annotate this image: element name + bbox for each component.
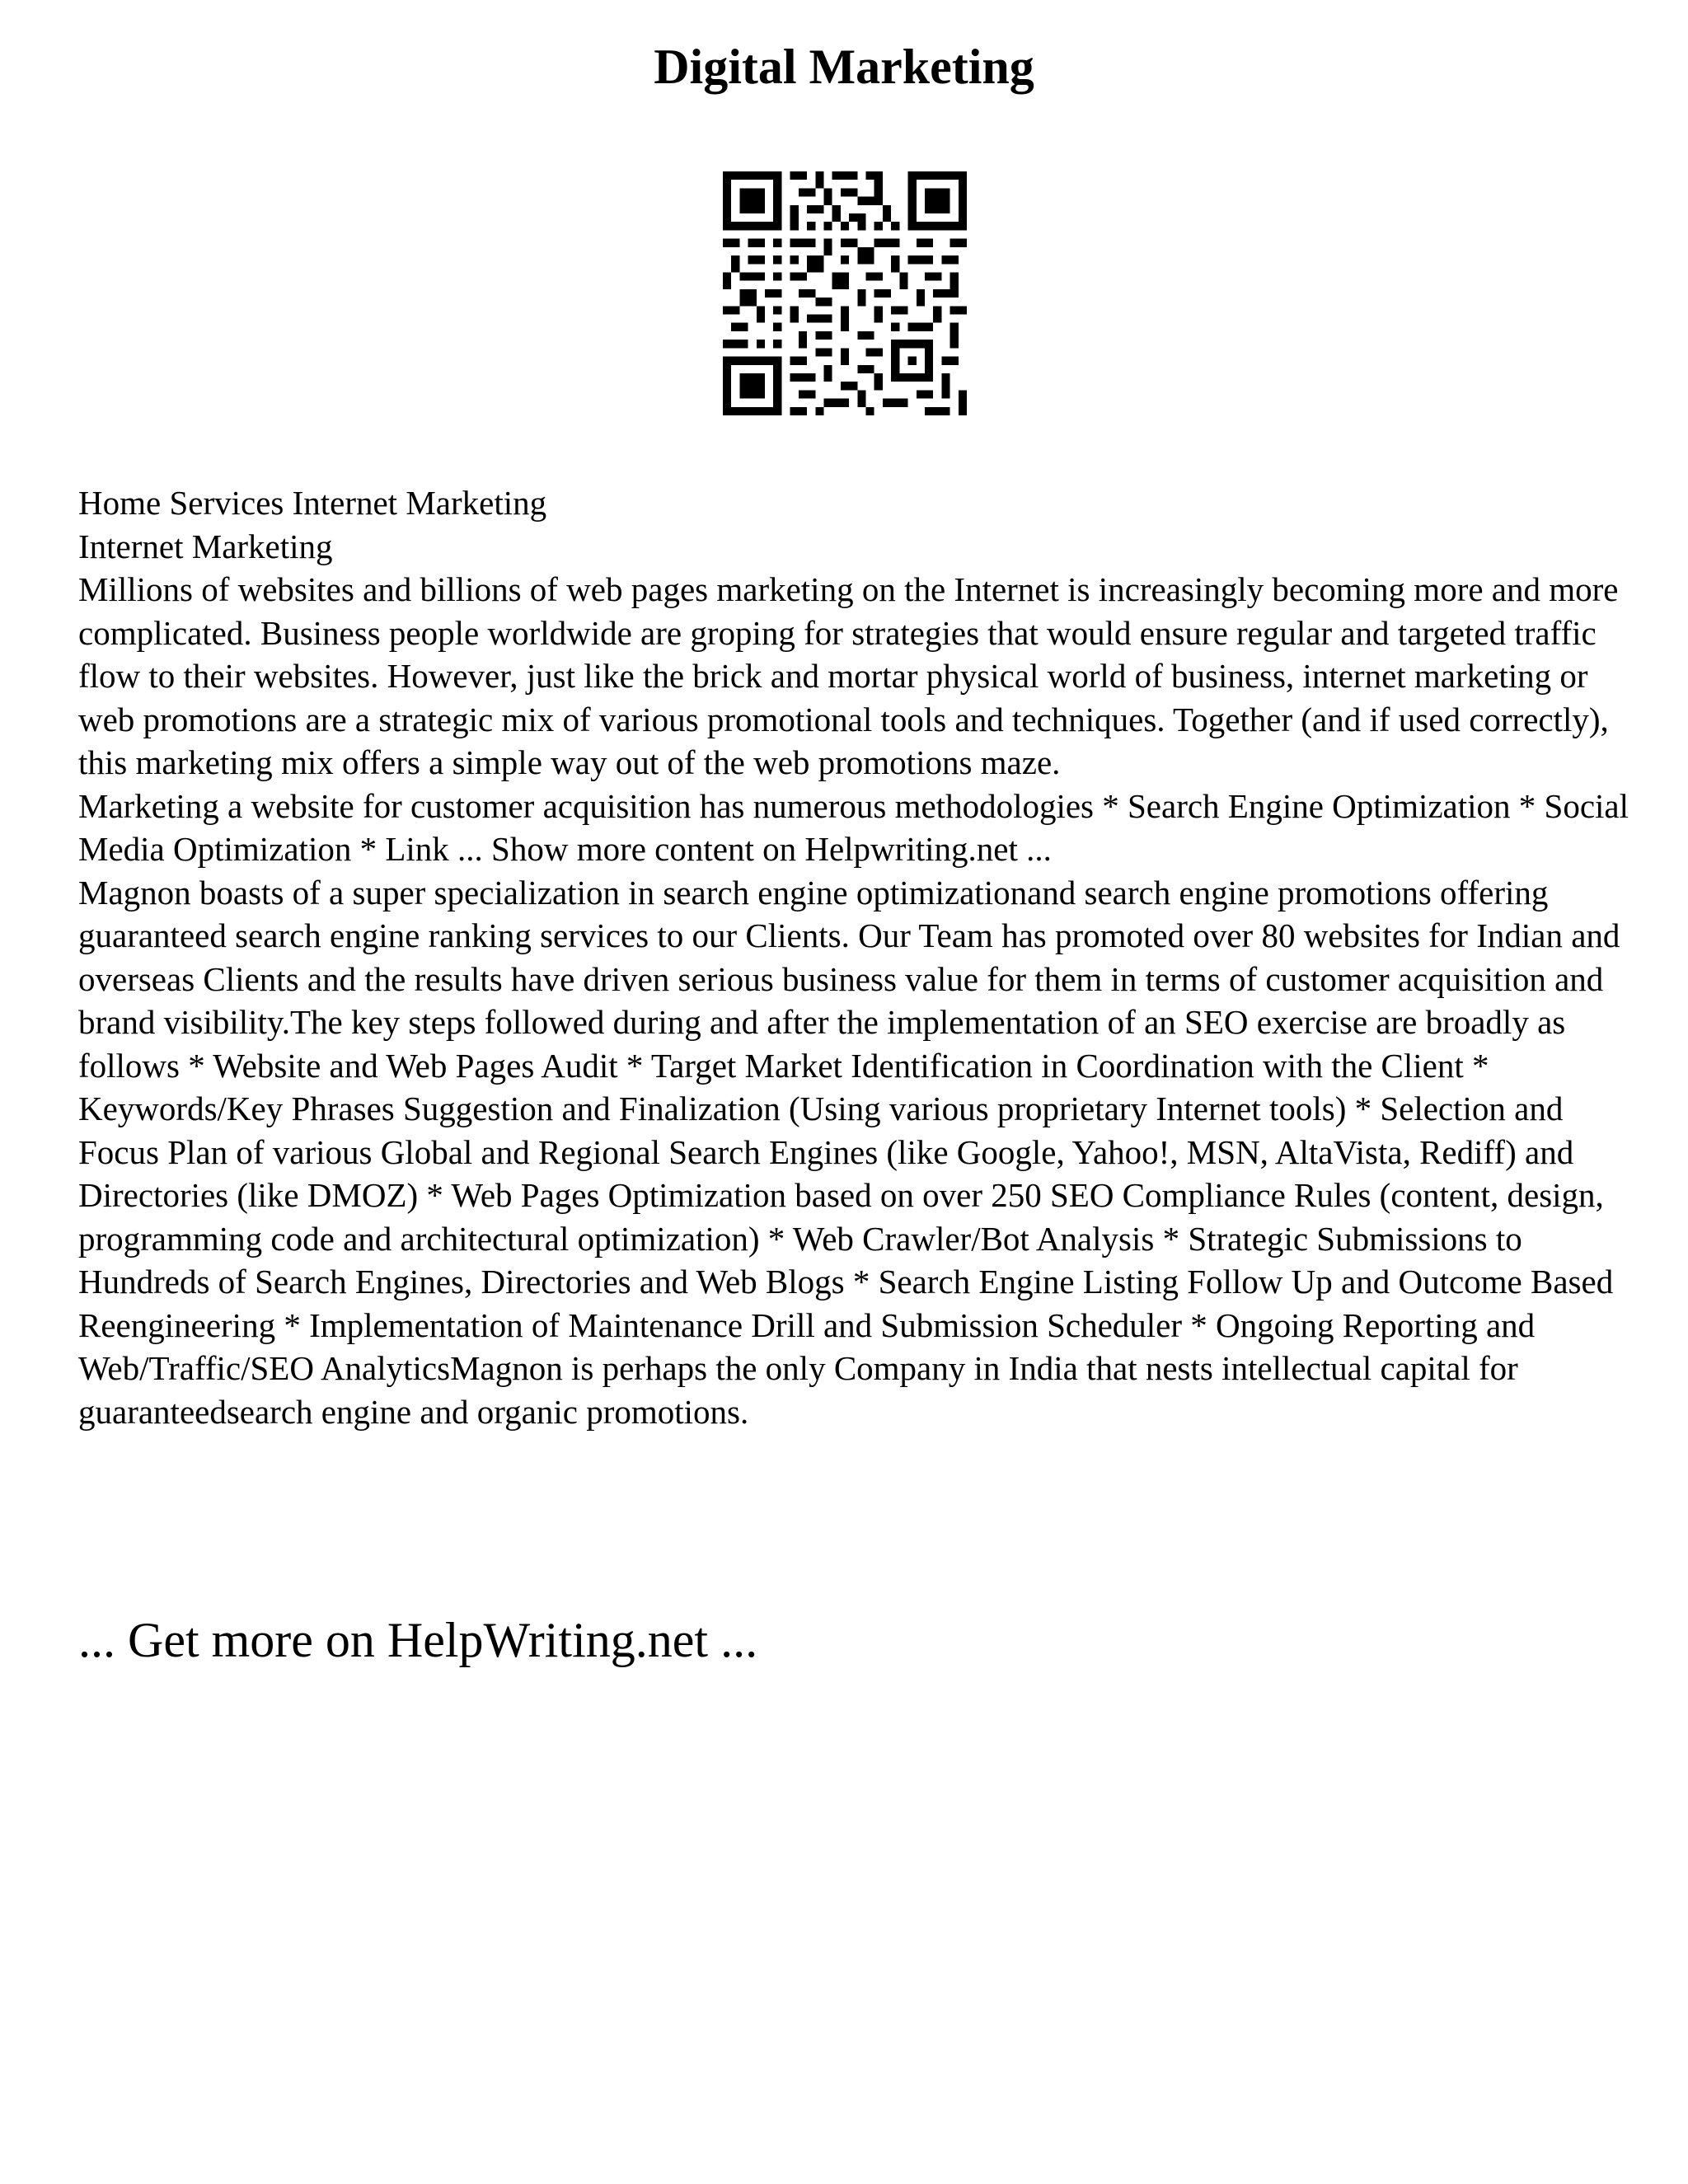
page-title: Digital Marketing — [654, 40, 1034, 94]
qr-code-icon — [723, 171, 967, 415]
paragraph-intro: Millions of websites and billions of web pages marketing on the Internet is increasingly becoming more and more complicated. Business people worldwide are groping for strategies that would ensure regular and targeted traffic flow to their websites. However, just like the brick and mortar physical world of business, internet marketing or web promotions are a strategic mix of various promotional tools and techniques. Together (and if used correctly), this marketing mix offers a simple way out of the web promotions maze. — [78, 570, 1619, 781]
breadcrumb: Home Services Internet Marketing — [78, 484, 547, 522]
paragraph-magnon: Magnon boasts of a super specialization in search engine optimizationand search engine promotions offering guaranteed search engine ranking services to our Clients. Our Team has promoted over 80 websites for Indian and overseas Clients and the results have driven serious business value for them in terms of customer acquisition and brand visibility.The key steps followed during and after the implementation of an SEO exercise are broadly as follows * Website and Web Pages Audit * Target Market Identification in Coordination with the Client * Keywords/Key Phrases Suggestion and Finalization (Using various proprietary Internet tools) * Selection and Focus Plan of various Global and Regional Search Engines (like Google, Yahoo!, MSN, AltaVista, Rediff) and Directories (like DMOZ) * Web Pages Optimization based on over 250 SEO Compliance Rules (content, design, programming code and architectural optimization) * Web Crawler/Bot Analysis * Strategic Submissions to Hundreds of Search Engines, Directories and Web Blogs * Search Engine Listing Follow Up and Outcome Based Reengineering * Implementation of Maintenance Drill and Submission Scheduler * Ongoing Reporting and Web/Traffic/SEO AnalyticsMagnon is perhaps the only Company in India that nests intellectual capital for guaranteedsearch engine and organic promotions. — [78, 873, 1620, 1431]
document-body — [78, 481, 1644, 1433]
section-heading: Internet Marketing — [78, 527, 333, 565]
get-more-link[interactable]: ... Get more on HelpWriting.net ... — [78, 1613, 758, 1667]
paragraph-methodologies: Marketing a website for customer acquisition has numerous methodologies * Search Engine Optimization * Social Media Optimization * Link ... Show more content on Helpwriting.net ... — [78, 786, 1629, 868]
